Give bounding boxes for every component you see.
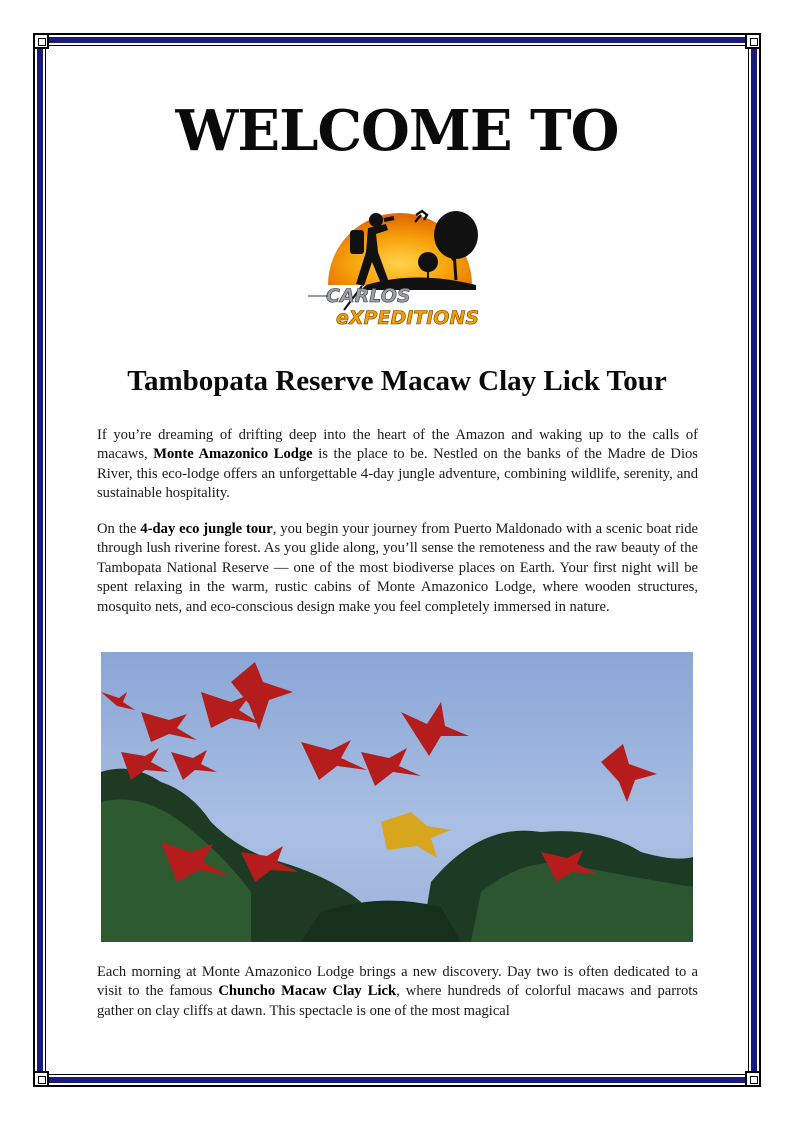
macaws-flying-photo	[101, 652, 693, 942]
p2-bold-tour: 4-day eco jungle tour	[140, 521, 273, 537]
article-heading: Tambopata Reserve Macaw Clay Lick Tour	[127, 365, 667, 397]
corner-ornament-top-right	[745, 33, 761, 49]
corner-ornament-bottom-left	[33, 1071, 49, 1087]
intro-paragraph	[97, 426, 698, 504]
p3-bold-clay-lick: Chuncho Macaw Clay Lick	[218, 983, 397, 1000]
page-title: WELCOME TO	[175, 98, 619, 164]
p1-text-1: If you’re dreaming of drifting deep into the heart of the Amazon and waking up to the calls of macaws,	[97, 427, 698, 463]
logo-brand-bottom: eXPEDITIONS	[336, 307, 480, 329]
p3-text-2: , where hundreds of colorful macaws and parrots gather on clay cliffs at dawn. This spectacle is one of the most magical	[97, 983, 698, 1019]
logo-brand-top: CARLOS	[326, 285, 411, 307]
tour-paragraph	[97, 520, 698, 617]
hiker-sunset-logo-icon	[306, 190, 486, 335]
p2-text-1: On the	[97, 521, 141, 537]
p3-text-1: Each morning at Monte Amazonico Lodge brings a new discovery. Day two is often dedicated to a visit to the famous	[97, 964, 698, 1000]
p2-text-2: , you begin your journey from Puerto Maldonado with a scenic boat ride through lush riverine forest. As you glide along, you’ll sense the remoteness and the raw beauty of the Tambopata National Reserve — one of the most biodiverse places on Earth. Your first night will be spent relaxing in the warm, rustic cabins of Monte Amazonico Lodge, where wooden structures, mosquito nets, and eco-conscious design make you feel completely immersed in nature.	[97, 521, 698, 615]
clay-lick-paragraph	[97, 963, 698, 1021]
p1-text-2: is the place to be. Nestled on the banks of the Madre de Dios River, this eco-lodge offers an unforgettable 4-day jungle adventure, combining wildlife, serenity, and sustainable hospitality.	[97, 446, 698, 502]
corner-ornament-bottom-right	[745, 1071, 761, 1087]
corner-ornament-top-left	[33, 33, 49, 49]
p1-bold-lodge: Monte Amazonico Lodge	[153, 446, 313, 463]
carlos-expeditions-logo	[306, 190, 486, 335]
macaws-photo-icon	[101, 652, 693, 942]
